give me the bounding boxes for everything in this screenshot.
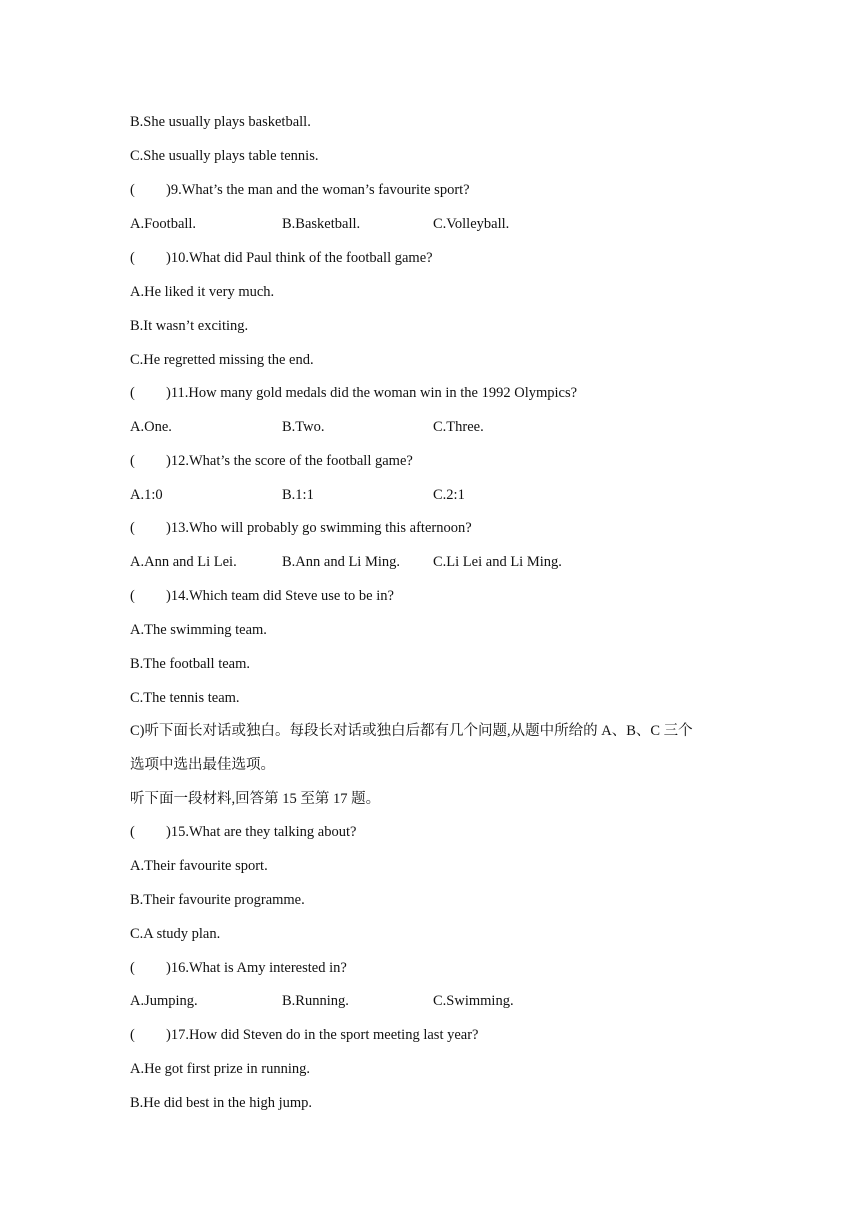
question-17 xyxy=(130,1025,479,1045)
q10-option-a: A.He liked it very much. xyxy=(130,284,275,300)
q16-option-a: A.Jumping. xyxy=(130,993,198,1009)
question-text: )17.How did Steven do in the sport meeting last year? xyxy=(166,1027,479,1043)
answer-blank[interactable]: ( xyxy=(130,453,135,469)
q12-options xyxy=(130,485,690,505)
q15-option-c: C.A study plan. xyxy=(130,926,221,942)
section-c-heading-cont: 选项中选出最佳选项。 xyxy=(130,757,275,773)
q11-option-a: A.One. xyxy=(130,419,172,435)
q11-option-c: C.Three. xyxy=(433,419,484,435)
question-text: )12.What’s the score of the football game? xyxy=(166,453,413,469)
question-9 xyxy=(130,180,470,200)
q13-option-b: B.Ann and Li Ming. xyxy=(282,554,401,570)
answer-blank[interactable]: ( xyxy=(130,182,135,198)
answer-blank[interactable]: ( xyxy=(130,385,135,401)
answer-blank[interactable]: ( xyxy=(130,1027,135,1043)
q15-option-a: A.Their favourite sport. xyxy=(130,858,268,874)
question-10 xyxy=(130,248,433,268)
q16-option-c: C.Swimming. xyxy=(433,993,514,1009)
q10-option-c: C.He regretted missing the end. xyxy=(130,352,314,368)
question-text: )11.How many gold medals did the woman win in the 1992 Olympics? xyxy=(166,385,578,401)
q11-options xyxy=(130,417,690,437)
question-16 xyxy=(130,958,347,978)
answer-blank[interactable]: ( xyxy=(130,520,135,536)
q9-option-a: A.Football. xyxy=(130,216,197,232)
answer-blank[interactable]: ( xyxy=(130,250,135,266)
question-text: )16.What is Amy interested in? xyxy=(166,960,347,976)
q16-option-b: B.Running. xyxy=(282,993,349,1009)
q12-option-c: C.2:1 xyxy=(433,487,465,503)
answer-blank[interactable]: ( xyxy=(130,960,135,976)
q16-options xyxy=(130,991,690,1011)
question-12 xyxy=(130,451,413,471)
q17-option-b: B.He did best in the high jump. xyxy=(130,1095,313,1111)
q14-option-c: C.The tennis team. xyxy=(130,690,240,706)
q10-option-b: B.It wasn’t exciting. xyxy=(130,318,249,334)
q13-option-a: A.Ann and Li Lei. xyxy=(130,554,237,570)
q8-option-c: C.She usually plays table tennis. xyxy=(130,148,319,164)
answer-blank[interactable]: ( xyxy=(130,824,135,840)
question-text: )15.What are they talking about? xyxy=(166,824,357,840)
q9-option-c: C.Volleyball. xyxy=(433,216,510,232)
question-text: )9.What’s the man and the woman’s favourite sport? xyxy=(166,182,470,198)
listening-instruction: 听下面一段材料,回答第 15 至第 17 题。 xyxy=(130,791,381,807)
question-13 xyxy=(130,518,472,538)
answer-blank[interactable]: ( xyxy=(130,588,135,604)
question-15 xyxy=(130,822,356,842)
question-11 xyxy=(130,383,577,403)
q9-options xyxy=(130,214,690,234)
question-text: )13.Who will probably go swimming this afternoon? xyxy=(166,520,472,536)
q17-option-a: A.He got first prize in running. xyxy=(130,1061,311,1077)
q12-option-b: B.1:1 xyxy=(282,487,314,503)
question-14 xyxy=(130,586,394,606)
q14-option-a: A.The swimming team. xyxy=(130,622,267,638)
q13-options xyxy=(130,552,690,572)
section-c-heading: C)听下面长对话或独白。每段长对话或独白后都有几个问题,从题中所给的 A、B、C 三个 xyxy=(130,723,693,739)
q14-option-b: B.The football team. xyxy=(130,656,250,672)
question-text: )14.Which team did Steve use to be in? xyxy=(166,588,394,604)
question-text: )10.What did Paul think of the football game? xyxy=(166,250,433,266)
q8-option-b: B.She usually plays basketball. xyxy=(130,114,311,130)
q11-option-b: B.Two. xyxy=(282,419,325,435)
q15-option-b: B.Their favourite programme. xyxy=(130,892,305,908)
q13-option-c: C.Li Lei and Li Ming. xyxy=(433,554,562,570)
q9-option-b: B.Basketball. xyxy=(282,216,361,232)
q12-option-a: A.1:0 xyxy=(130,487,163,503)
